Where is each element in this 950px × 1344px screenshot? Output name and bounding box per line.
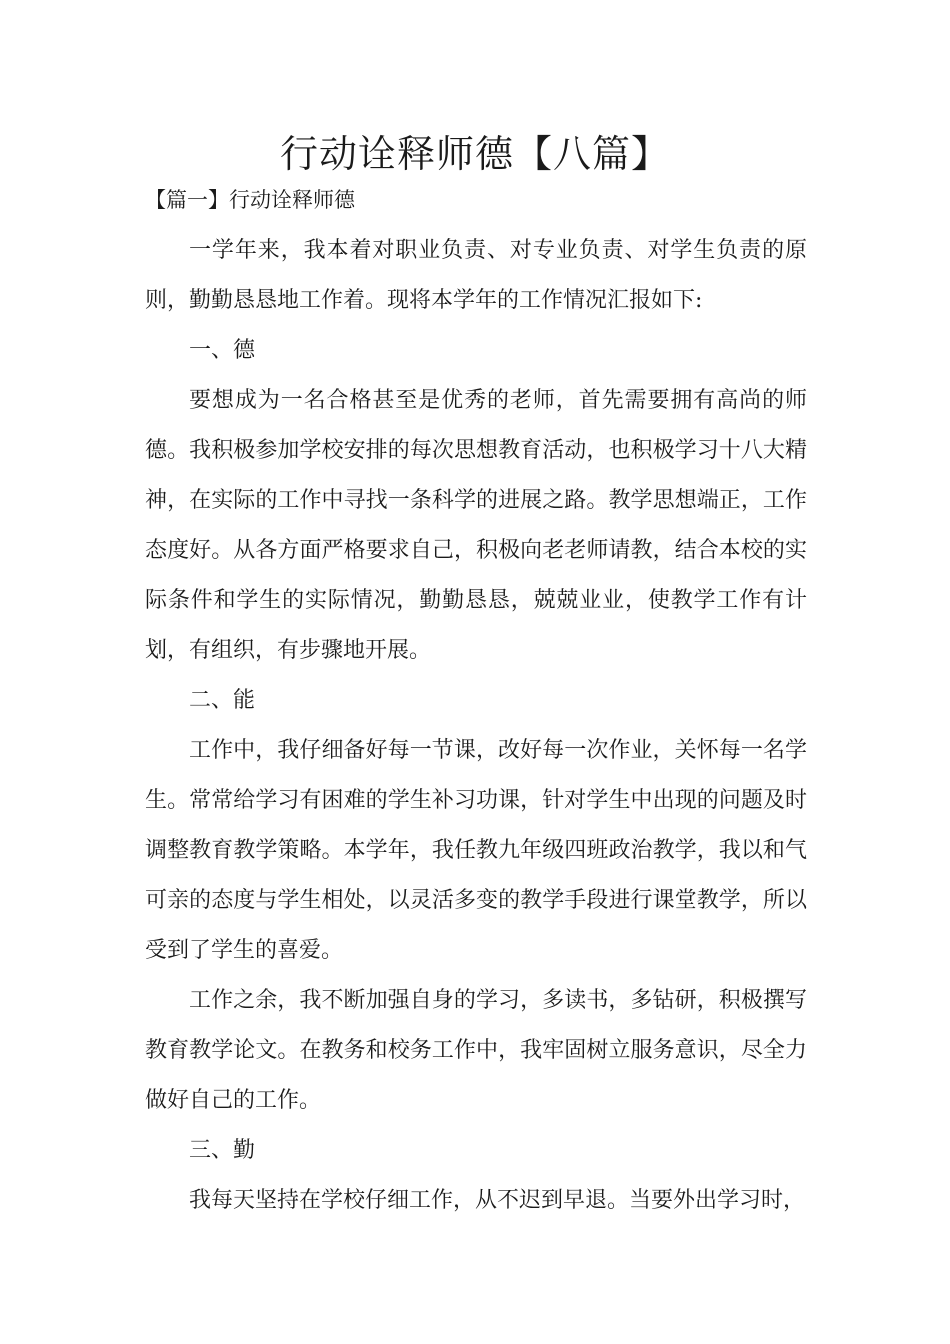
subheading-qin: 三、勤 <box>189 1138 256 1163</box>
section-heading: 【篇一】行动诠释师德 <box>145 188 355 212</box>
paragraph-study: 工作之余，我不断加强自身的学习，多读书，多钻研，积极撰写教育教学论文。在教务和校务工作中，我牢固树立服务意识，尽全力做好自己的工作。 <box>145 988 807 1113</box>
subheading-neng: 二、能 <box>189 688 256 713</box>
document-body <box>145 226 807 1226</box>
document-title: 行动诠释师德【八篇】 <box>279 132 670 176</box>
paragraph-neng: 工作中，我仔细备好每一节课，改好每一次作业，关怀每一名学生。常常给学习有困难的学生补习功课，针对学生中出现的问题及时调整教育教学策略。本学年，我任教九年级四班政治教学，我以和气可亲的态度与学生相处，以灵活多变的教学手段进行课堂教学，所以受到了学生的喜爱。 <box>145 738 807 963</box>
paragraph-qin: 我每天坚持在学校仔细工作，从不迟到早退。当要外出学习时， <box>189 1188 806 1213</box>
paragraph-de: 要想成为一名合格甚至是优秀的老师，首先需要拥有高尚的师德。我积极参加学校安排的每次思想教育活动，也积极学习十八大精神，在实际的工作中寻找一条科学的进展之路。教学思想端正，工作态度好。从各方面严格要求自己，积极向老老师请教，结合本校的实际条件和学生的实际情况，勤勤恳恳，兢兢业业，使教学工作有计划，有组织，有步骤地开展。 <box>145 388 807 663</box>
subheading-de: 一、德 <box>189 338 256 363</box>
paragraph-intro: 一学年来，我本着对职业负责、对专业负责、对学生负责的原则，勤勤恳恳地工作着。现将本学年的工作情况汇报如下: <box>145 238 807 313</box>
